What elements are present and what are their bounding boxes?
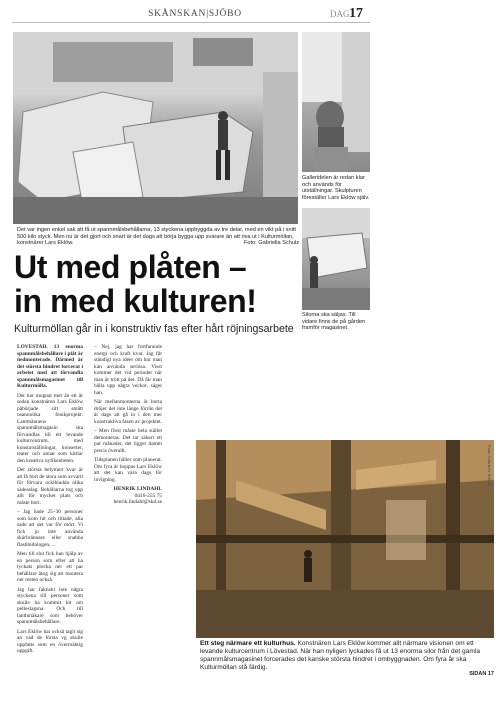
main-photo-caption [17,227,299,249]
article-column-1 [17,344,83,660]
article-paragraph: Lars Eklöw har också tagit sig an vad de första vg skulle uppfatts som en övermäktig uppgift. [17,628,83,654]
article-paragraph: Det har mognat mer än ett år sedan konstnären Lars Eklöw påbörjade sitt smått osannolika fenikprojekt. Lantmännens spannmålsmagasin ska förvandlas till ett levande kulturcentrum, med konstutställningar, konserter, teater och annat som kittlar den kreativa nyfikenheten. [17,392,83,464]
article-paragraph: Tidsplanen håller som planerat. Om fyra år hoppas Lars Eklöw att det kan vara dags för invigning. [94,457,162,483]
header-day: DAG [330,9,350,19]
article-paragraph: – Jag hade 25–30 personer som kom hit och tittade, alla sade att det var för mört. Vi fick jo inte använda skärbrännare eller snabba flashbidningen, ... [17,509,83,548]
caption-text: Konstnären Lars Eklöw kommer allt närmare visionen om ett levande kulturcentrum i Lövestad. När han nyligen lyckades få ut 13 enorma silor från det gamla spannmålsmagasinet forcerades det kanske största hindret i ombyggnaden. Om fyra år ska Kulturmöllan stå färdig. [200,640,481,671]
side-caption-silos: Silorna ska säljas. Till vidare finns de på gården framför magasinet. [302,312,366,332]
main-photo-drawing [13,32,298,224]
interior-photo-caption [200,640,494,676]
side-photo-silos [302,208,370,310]
main-caption-text: Det var ingen enkel sak att få ut spannmålsbehållarna, 13 styckena uppbyggda av tre delar, med en vikt på i snitt 500 kilo styck. Men nu är det gjort och snart är det dags att börja bygga upp svarare än att riva ut i Kulturmöllan, konstnärer Lars Eklöw. [17,227,296,247]
page-reference: SIDAN 17 [469,671,494,677]
byline-email: henrik.lindahl@skd.se [113,499,162,505]
article-paragraph: Det största belymert kvar är att få bort de stora som avvarit för förvara ocklbladda olika sädesslag. Behållarna tog upp allt för mycket plats och måste bort. [17,467,83,506]
article-lead: LÖVESTAD. 13 enorma spannmålsbehållare i plåt är nedmonterade. Därmed är det största hindret forcerat i arbetet med att förvandla spannmålsmagasinet till Kulturmölla. [17,344,83,389]
byline-name: HENRIK LINDAHL [113,486,162,492]
side-caption-sculpture: Galleridelen är redan klar och används för utställningar. Skulpturen föreställer Lars Eklöw själv. [302,175,370,201]
header-rule [12,22,370,23]
byline [94,486,162,506]
headline [14,250,302,324]
interior-photo-credit: Foto: Gabriella Schulz [487,445,492,486]
caption-title: Ett steg närmare ett kulturhus. [200,640,296,647]
section-header: SKÅNSKAN|SJÖBO [148,9,242,19]
page-number: 17 [349,6,363,21]
article-paragraph: – Nej, jag har fortfarande energi och kraft kvar. Jag får ständigt nya idéer om hur man kan använda seriösa. Visst kommer det vid perioder när man är trött på det. Då får man hålla upp några veckor, säger han. [94,344,162,396]
article-paragraph: Jag har faktiskt inte några styckena till personer som skulle ha kommit hit om pelleslagsna. Och till lanthmäkare som behöver spannmålsbehållare. [17,586,83,625]
article-paragraph: När mellanmonterna är borta dröjer det inte länge förrän det är dags att gå in i den mer konstruktiva fasen av projektet. [94,399,162,425]
side-photo-sculpture [302,32,370,172]
interior-drawing [196,440,494,638]
subheadline: Kulturmöllan går in i konstruktiv fas efter hårt röjningsarbete [14,323,294,335]
article-paragraph: – Men först måste hela stället demonteras. Det tar säkert ett par månader, det ligger damm precis överallt. [94,428,162,454]
article-paragraph: Men till slut fick han hjälp av en person som efter att ha lyckats plocka ner ett par behållare åtog sig att montera ner resten också. [17,551,83,583]
interior-photo [196,440,494,638]
silos-drawing [302,208,370,310]
article-column-2 [94,344,162,562]
byline-phone: 0416-255 75 [134,492,162,499]
sculpture-drawing [302,32,370,172]
photo-credit: Foto: Gabriella Schulz [243,240,299,247]
headline-line-1: Ut med plåten – [14,249,247,285]
main-photo [13,32,298,224]
headline-line-2: in med kulturen! [14,283,257,319]
